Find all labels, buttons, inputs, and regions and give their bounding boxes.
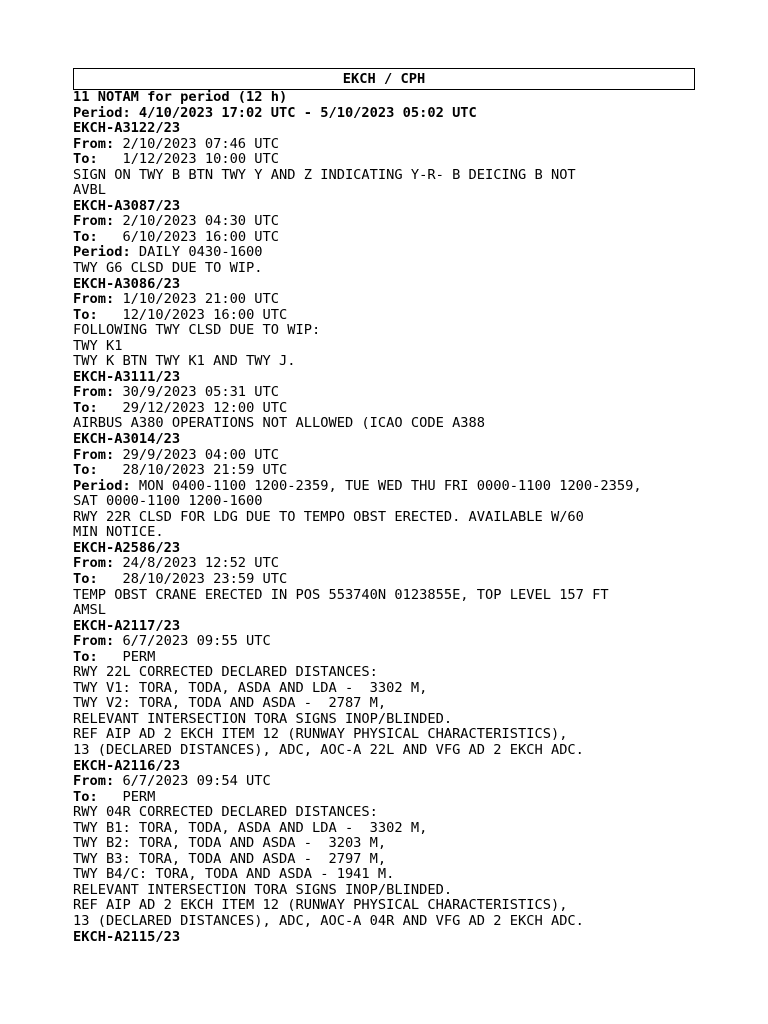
notam-period xyxy=(73,479,695,495)
notam-id: EKCH-A2116/23 xyxy=(73,757,181,774)
notam-entry xyxy=(73,619,695,759)
notam-to xyxy=(73,152,695,168)
notam-text-line: SIGN ON TWY B BTN TWY Y AND Z INDICATING Y-R- B DEICING B NOT xyxy=(73,166,576,183)
notam-text-line: RELEVANT INTERSECTION TORA SIGNS INOP/BLINDED. xyxy=(73,881,453,898)
notam-entry xyxy=(73,277,695,370)
notam-from-label: From: xyxy=(73,555,115,572)
notam-to-label: To: xyxy=(73,570,98,587)
notam-entry xyxy=(73,541,695,619)
notam-to-value: PERM xyxy=(97,788,156,805)
notam-from-value: 29/9/2023 04:00 UTC xyxy=(114,446,280,463)
notam-to xyxy=(73,650,695,666)
notam-text-line: RWY 22R CLSD FOR LDG DUE TO TEMPO OBST ERECTED. AVAILABLE W/60 xyxy=(73,508,584,525)
notam-period-value: DAILY 0430-1600 xyxy=(130,244,263,261)
notam-text-line: RWY 04R CORRECTED DECLARED DISTANCES: xyxy=(73,804,378,821)
notam-text-line: RWY 22L CORRECTED DECLARED DISTANCES: xyxy=(73,664,378,681)
notam-text-line: TWY B2: TORA, TODA AND ASDA - 3203 M, xyxy=(73,835,387,852)
notam-from-label: From: xyxy=(73,633,115,650)
notam-text-line: TWY K BTN TWY K1 AND TWY J. xyxy=(73,353,296,370)
notam-text-line: TWY K1 xyxy=(73,337,123,354)
notam-from-value: 2/10/2023 07:46 UTC xyxy=(114,135,280,152)
report-period: Period: 4/10/2023 17:02 UTC - 5/10/2023 05:02 UTC xyxy=(73,104,477,121)
notam-period xyxy=(73,245,695,261)
notam-entry xyxy=(73,759,695,930)
notam-from-label: From: xyxy=(73,291,115,308)
notam-text-line: TWY V1: TORA, TODA, ASDA AND LDA - 3302 M, xyxy=(73,679,428,696)
notam-id: EKCH-A3014/23 xyxy=(73,431,181,448)
notam-to-label: To: xyxy=(73,462,98,479)
notam-count: 11 NOTAM for period (12 h) xyxy=(73,89,288,105)
notam-from-value: 1/10/2023 21:00 UTC xyxy=(114,291,280,308)
notam-id: EKCH-A3087/23 xyxy=(73,197,181,214)
notam-list xyxy=(73,121,695,945)
notam-id: EKCH-A3111/23 xyxy=(73,368,181,385)
notam-from-value: 24/8/2023 12:52 UTC xyxy=(114,555,280,572)
notam-text-line: 13 (DECLARED DISTANCES), ADC, AOC-A 22L AND VFG AD 2 EKCH ADC. xyxy=(73,741,584,758)
notam-text-line: AIRBUS A380 OPERATIONS NOT ALLOWED (ICAO CODE A388 xyxy=(73,415,486,432)
notam-text-line: TWY B4/C: TORA, TODA AND ASDA - 1941 M. xyxy=(73,866,395,883)
notam-from-value: 30/9/2023 05:31 UTC xyxy=(114,384,280,401)
notam-period-label: Period: xyxy=(73,477,131,494)
notam-from xyxy=(73,292,695,308)
notam-to-value: 28/10/2023 21:59 UTC xyxy=(97,462,288,479)
notam-period-continued: SAT 0000-1100 1200-1600 xyxy=(73,493,263,510)
notam-to xyxy=(73,790,695,806)
notam-from xyxy=(73,214,695,230)
notam-id: EKCH-A2586/23 xyxy=(73,539,181,556)
notam-period-label: Period: xyxy=(73,244,131,261)
notam-from xyxy=(73,774,695,790)
notam-text-line: TWY B1: TORA, TODA, ASDA AND LDA - 3302 M, xyxy=(73,819,428,836)
notam-text-line: FOLLOWING TWY CLSD DUE TO WIP: xyxy=(73,322,321,339)
notam-to-value: 1/12/2023 10:00 UTC xyxy=(97,151,280,168)
notam-entry xyxy=(73,370,695,432)
notam-to xyxy=(73,401,695,417)
notam-from-label: From: xyxy=(73,773,115,790)
notam-from-label: From: xyxy=(73,446,115,463)
notam-from-label: From: xyxy=(73,384,115,401)
notam-report xyxy=(73,68,695,945)
notam-to xyxy=(73,572,695,588)
notam-entry xyxy=(73,432,695,541)
notam-to-label: To: xyxy=(73,151,98,168)
notam-from xyxy=(73,556,695,572)
notam-text-line: REF AIP AD 2 EKCH ITEM 12 (RUNWAY PHYSICAL CHARACTERISTICS), xyxy=(73,726,568,743)
notam-id: EKCH-A2117/23 xyxy=(73,617,181,634)
notam-to-label: To: xyxy=(73,648,98,665)
notam-from-value: 6/7/2023 09:54 UTC xyxy=(114,773,271,790)
notam-text-line: REF AIP AD 2 EKCH ITEM 12 (RUNWAY PHYSICAL CHARACTERISTICS), xyxy=(73,897,568,914)
notam-from-value: 2/10/2023 04:30 UTC xyxy=(114,213,280,230)
notam-id: EKCH-A3122/23 xyxy=(73,120,181,137)
notam-to-value: 29/12/2023 12:00 UTC xyxy=(97,399,288,416)
notam-from xyxy=(73,634,695,650)
notam-to xyxy=(73,230,695,246)
notam-from xyxy=(73,448,695,464)
notam-to xyxy=(73,463,695,479)
notam-to xyxy=(73,308,695,324)
notam-text-line: TEMP OBST CRANE ERECTED IN POS 553740N 0123855E, TOP LEVEL 157 FT xyxy=(73,586,609,603)
notam-from xyxy=(73,137,695,153)
notam-from-label: From: xyxy=(73,135,115,152)
notam-from xyxy=(73,385,695,401)
notam-text-line: MIN NOTICE. xyxy=(73,524,164,541)
notam-from-value: 6/7/2023 09:55 UTC xyxy=(114,633,271,650)
notam-text-line: AVBL xyxy=(73,182,106,199)
notam-to-value: 6/10/2023 16:00 UTC xyxy=(97,228,280,245)
notam-text-line: TWY G6 CLSD DUE TO WIP. xyxy=(73,260,263,277)
page-title: EKCH / CPH xyxy=(73,68,695,90)
notam-to-label: To: xyxy=(73,306,98,323)
notam-text-line: RELEVANT INTERSECTION TORA SIGNS INOP/BLINDED. xyxy=(73,710,453,727)
notam-to-label: To: xyxy=(73,228,98,245)
notam-from-label: From: xyxy=(73,213,115,230)
notam-to-value: 28/10/2023 23:59 UTC xyxy=(97,570,288,587)
notam-id: EKCH-A2115/23 xyxy=(73,928,181,945)
notam-to-value: PERM xyxy=(97,648,156,665)
notam-to-label: To: xyxy=(73,399,98,416)
notam-text-line: 13 (DECLARED DISTANCES), ADC, AOC-A 04R AND VFG AD 2 EKCH ADC. xyxy=(73,912,584,929)
notam-id: EKCH-A3086/23 xyxy=(73,275,181,292)
notam-text-line: TWY B3: TORA, TODA AND ASDA - 2797 M, xyxy=(73,850,387,867)
notam-entry xyxy=(73,930,695,946)
notam-to-value: 12/10/2023 16:00 UTC xyxy=(97,306,288,323)
notam-entry xyxy=(73,121,695,199)
notam-text-line: AMSL xyxy=(73,602,106,619)
notam-text-line: TWY V2: TORA, TODA AND ASDA - 2787 M, xyxy=(73,695,387,712)
notam-period-value: MON 0400-1100 1200-2359, TUE WED THU FRI 0000-1100 1200-2359, xyxy=(130,477,642,494)
notam-entry xyxy=(73,199,695,277)
notam-to-label: To: xyxy=(73,788,98,805)
